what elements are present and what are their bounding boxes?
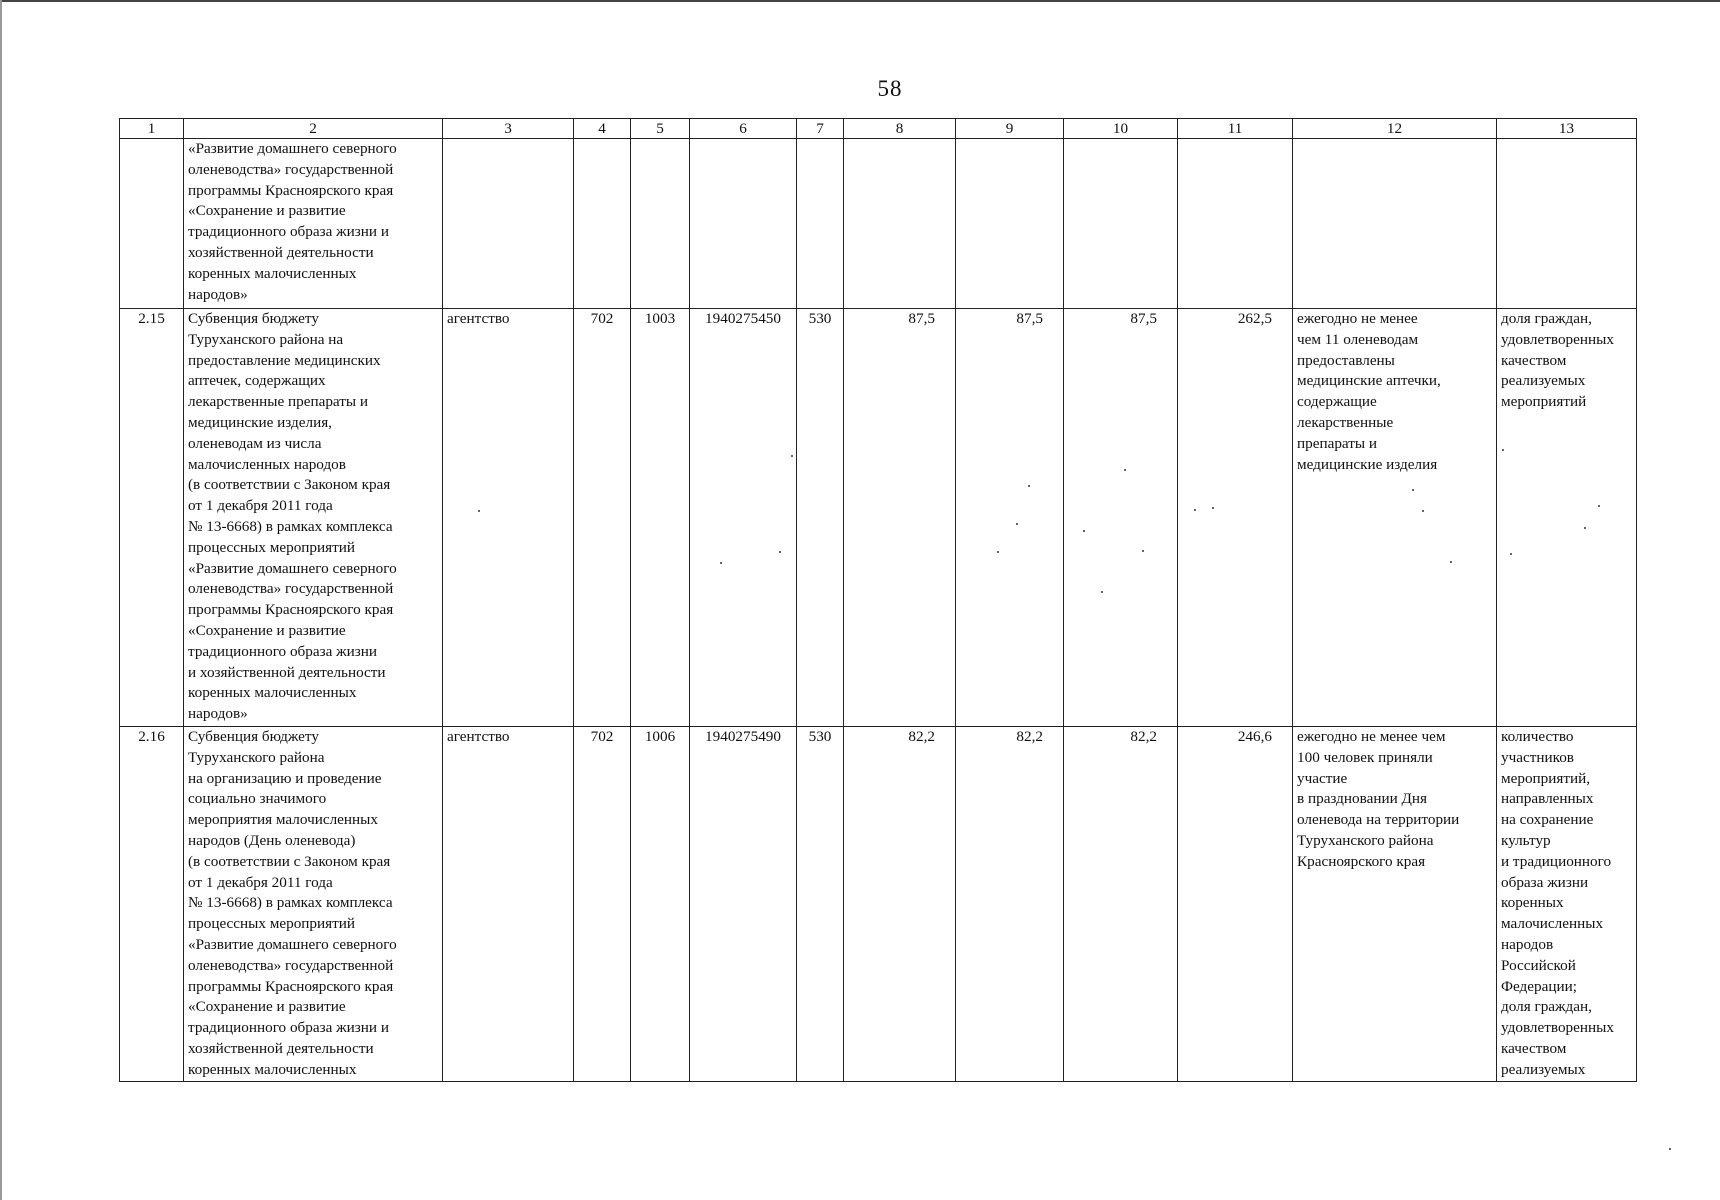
scan-speck [1510, 553, 1512, 555]
header-cell: 8 [844, 119, 956, 139]
header-cell: 4 [574, 119, 631, 139]
cell-executor: агентство [443, 309, 574, 727]
page-number: 58 [877, 76, 903, 101]
cell-rzpr: 1006 [631, 727, 690, 1082]
table-row [120, 309, 1637, 727]
scan-speck [1016, 523, 1018, 525]
header-cell: 7 [797, 119, 844, 139]
cell-total: 262,5 [1178, 309, 1293, 727]
cell-num [120, 139, 184, 309]
cell-rzpr: 1003 [631, 309, 690, 727]
cell-y2: 82,2 [956, 727, 1064, 1082]
cell-y3: 82,2 [1064, 727, 1178, 1082]
scan-speck [1412, 489, 1414, 491]
cell-indicator: доля граждан, удовлетворенных качеством реализуемых мероприятий [1497, 309, 1637, 727]
header-cell: 1 [120, 119, 184, 139]
cell-description: Субвенция бюджету Туруханского района на предоставление медицинских аптечек, содержащих лекарственные препараты и медицинские изделия, оленеводам из числа малочисленных народов (в соответствии с Законом края от 1 декабря 2011 года № 13-6668) в рамках комплекса процессных мероприятий «Развитие домашнего северного оленеводства» государственной программы Красноярского края «Сохранение и развитие традиционного образа жизни и хозяйственной деятельности коренных малочисленных народов» [184, 309, 443, 727]
header-cell: 6 [690, 119, 797, 139]
cell-indicator [1497, 139, 1637, 309]
scan-speck [1598, 505, 1600, 507]
cell-y1: 87,5 [844, 309, 956, 727]
scan-speck [791, 455, 793, 457]
cell-y1: 82,2 [844, 727, 956, 1082]
cell-grbs: 702 [574, 309, 631, 727]
cell-grbs: 702 [574, 727, 631, 1082]
scan-speck [1194, 509, 1196, 511]
scan-speck [1669, 1148, 1671, 1150]
cell-y2: 87,5 [956, 309, 1064, 727]
scan-speck [720, 562, 722, 564]
cell-num: 2.16 [120, 727, 184, 1082]
cell-y2 [956, 139, 1064, 309]
header-cell: 13 [1497, 119, 1637, 139]
cell-description: «Развитие домашнего северного оленеводства» государственной программы Красноярского края «Сохранение и развитие традиционного образа жизни и хозяйственной деятельности коренных малочисленных народов» [184, 139, 443, 309]
cell-executor: агентство [443, 727, 574, 1082]
cell-grbs [574, 139, 631, 309]
budget-table [119, 118, 1637, 1082]
cell-y3 [1064, 139, 1178, 309]
scan-speck [478, 510, 480, 512]
cell-result [1293, 139, 1497, 309]
cell-csr: 1940275450 [690, 309, 797, 727]
scan-speck [1584, 527, 1586, 529]
header-cell: 9 [956, 119, 1064, 139]
scan-speck [1142, 550, 1144, 552]
cell-vr [797, 139, 844, 309]
cell-y3: 87,5 [1064, 309, 1178, 727]
cell-num: 2.15 [120, 309, 184, 727]
cell-result: ежегодно не менее чем 11 оленеводам предоставлены медицинские аптечки, содержащие лекарственные препараты и медицинские изделия [1293, 309, 1497, 727]
header-cell: 3 [443, 119, 574, 139]
table-row [120, 727, 1637, 1082]
header-cell: 2 [184, 119, 443, 139]
scan-speck [1028, 485, 1030, 487]
cell-executor [443, 139, 574, 309]
scan-top-edge [0, 0, 1720, 2]
cell-rzpr [631, 139, 690, 309]
cell-vr: 530 [797, 309, 844, 727]
scan-speck [1124, 469, 1126, 471]
scan-speck [1212, 507, 1214, 509]
scan-speck [1450, 561, 1452, 563]
scan-speck [1083, 530, 1085, 532]
cell-csr [690, 139, 797, 309]
header-row [120, 119, 1637, 139]
scan-speck [1422, 510, 1424, 512]
scan-speck [779, 551, 781, 553]
header-cell: 11 [1178, 119, 1293, 139]
cell-total [1178, 139, 1293, 309]
header-cell: 12 [1293, 119, 1497, 139]
scan-speck [1101, 591, 1103, 593]
scan-speck [997, 551, 999, 553]
header-cell: 10 [1064, 119, 1178, 139]
cell-csr: 1940275490 [690, 727, 797, 1082]
cell-vr: 530 [797, 727, 844, 1082]
scan-left-edge [0, 0, 2, 1200]
cell-indicator: количество участников мероприятий, направленных на сохранение культур и традиционного образа жизни коренных малочисленных народов Российской Федерации; доля граждан, удовлетворенных качеством реализуемых [1497, 727, 1637, 1082]
continuation-row [120, 139, 1637, 309]
cell-result: ежегодно не менее чем 100 человек приняли участие в праздновании Дня оленевода на территории Туруханского района Красноярского края [1293, 727, 1497, 1082]
cell-y1 [844, 139, 956, 309]
header-cell: 5 [631, 119, 690, 139]
cell-total: 246,6 [1178, 727, 1293, 1082]
scan-speck [1502, 449, 1504, 451]
cell-description: Субвенция бюджету Туруханского района на организацию и проведение социально значимого мероприятия малочисленных народов (День оленевода) (в соответствии с Законом края от 1 декабря 2011 года № 13-6668) в рамках комплекса процессных мероприятий «Развитие домашнего северного оленеводства» государственной программы Красноярского края «Сохранение и развитие традиционного образа жизни и хозяйственной деятельности коренных малочисленных [184, 727, 443, 1082]
